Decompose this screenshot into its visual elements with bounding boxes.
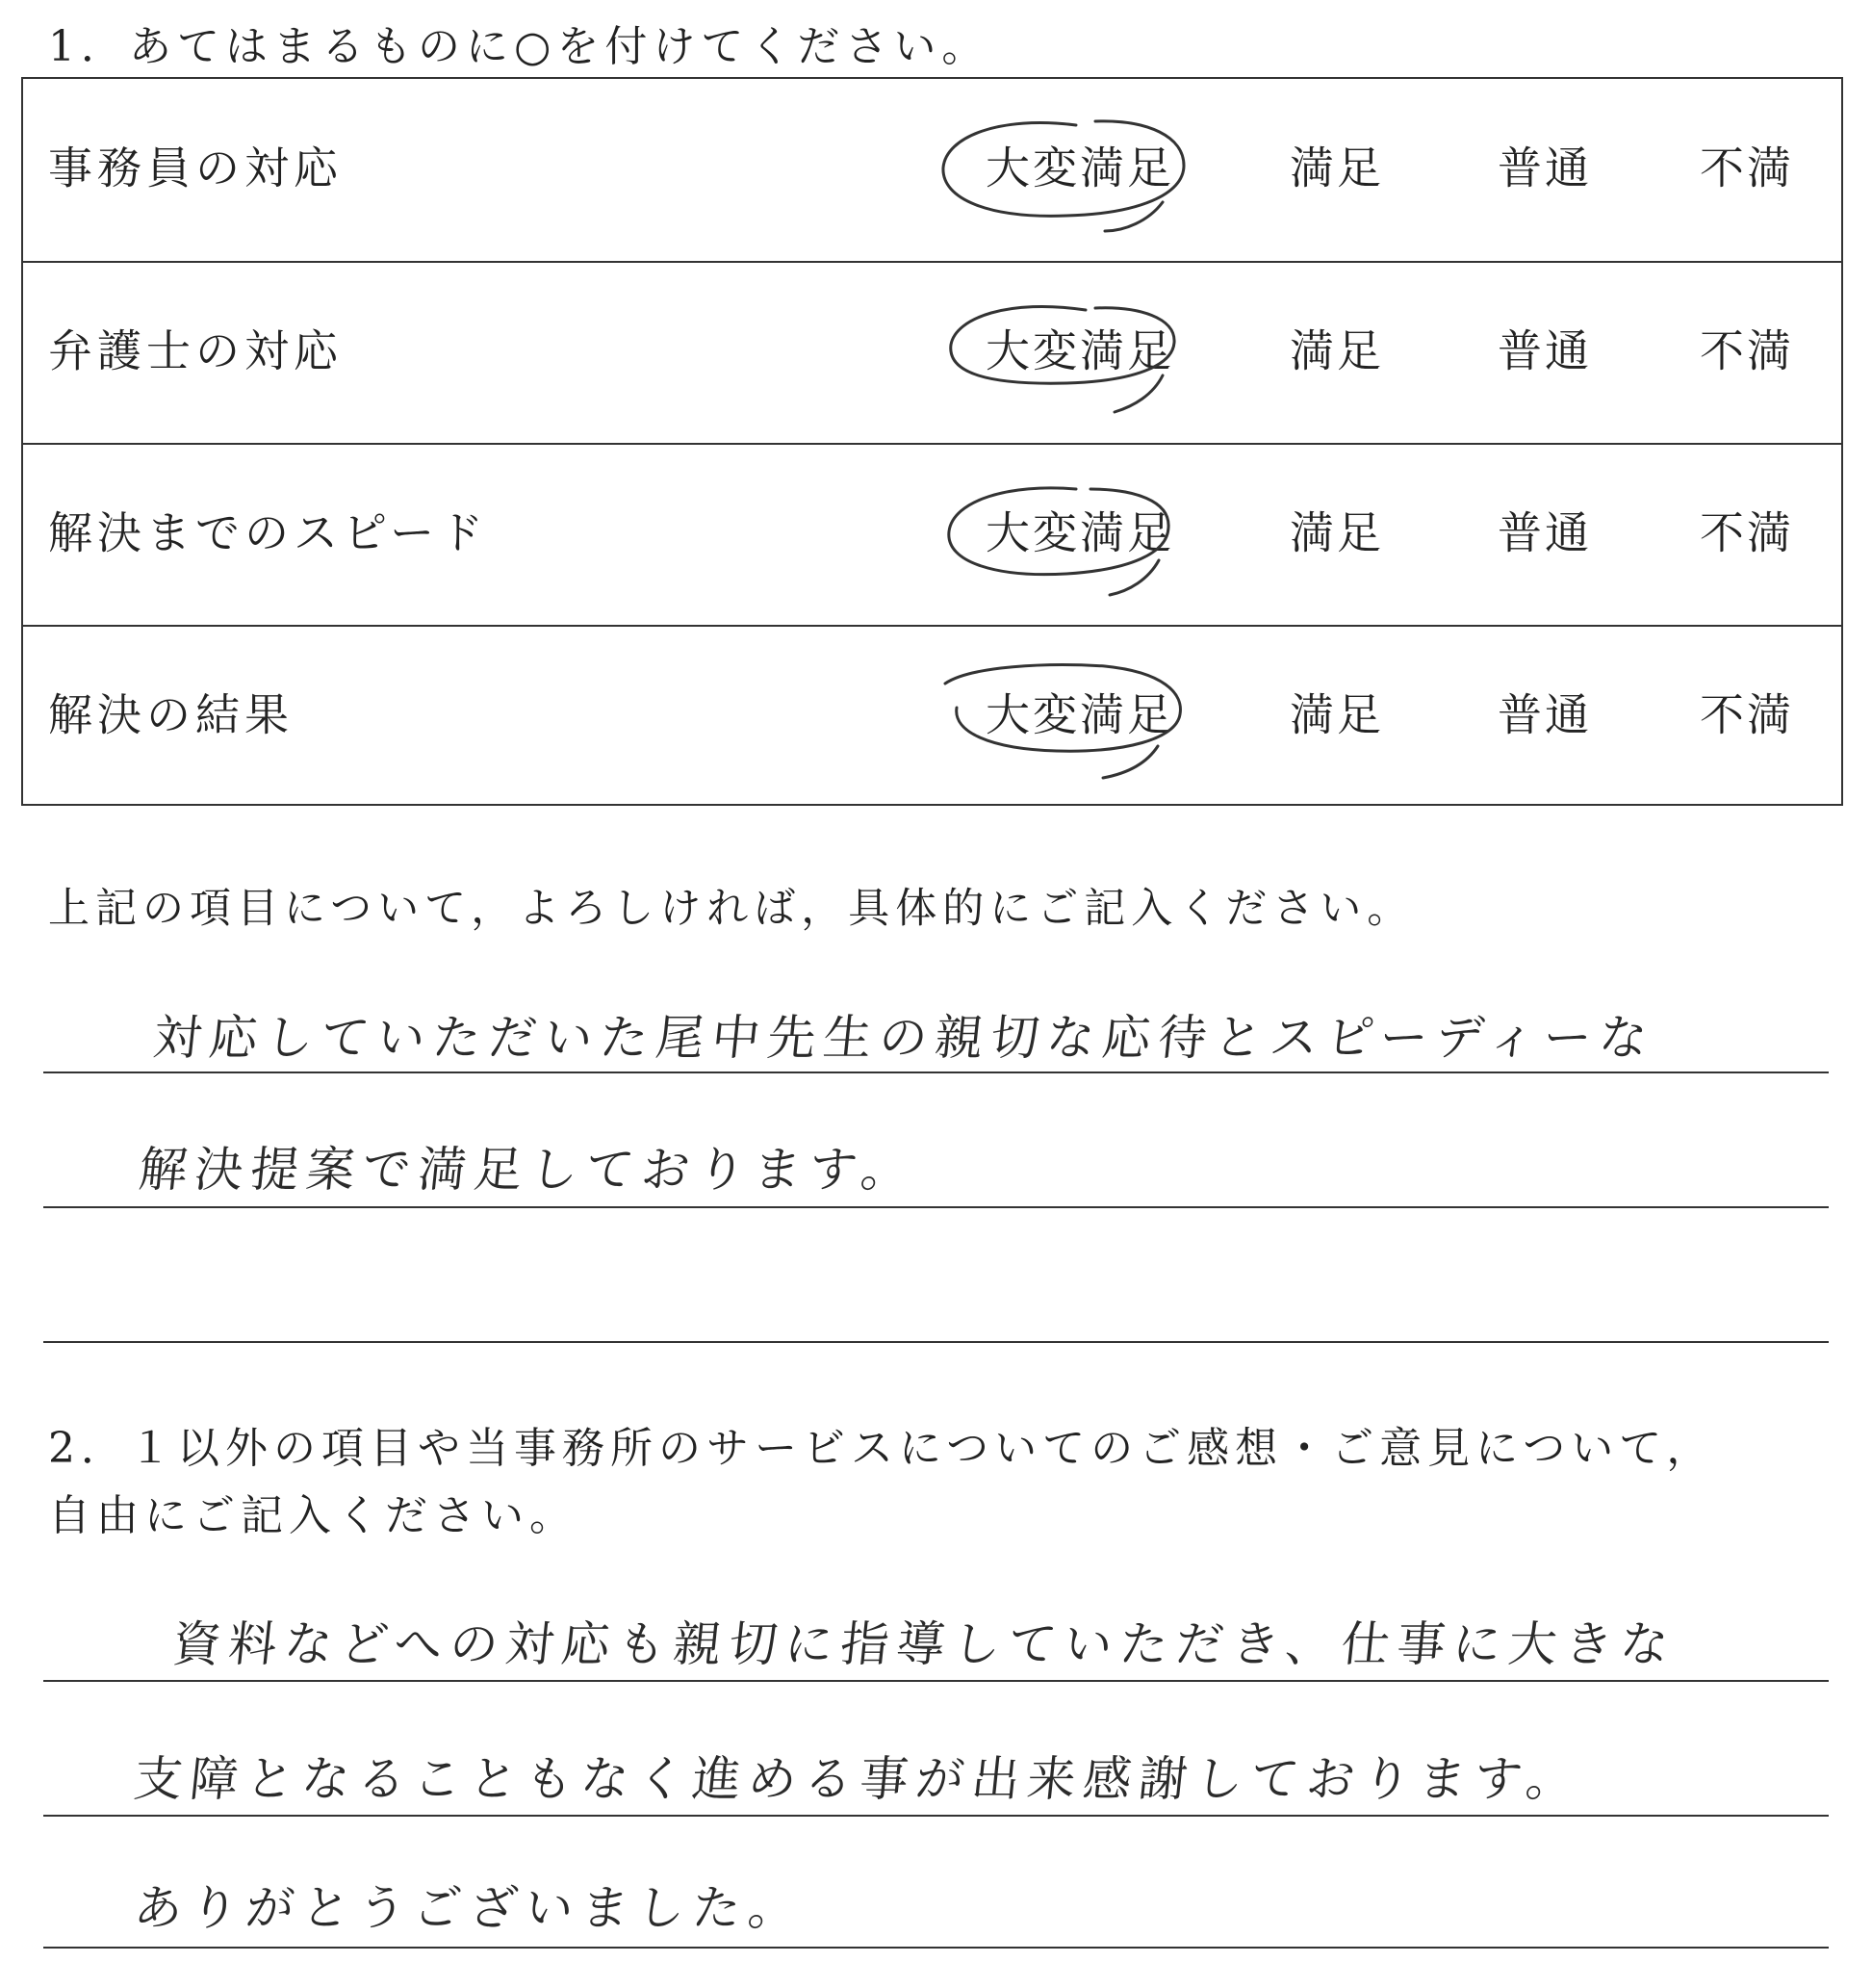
section2-heading [48, 1415, 1714, 1550]
answer-rule [43, 1206, 1829, 1208]
option-very-satisfied[interactable]: 大変満足 [986, 142, 1174, 194]
answer-rule [43, 1071, 1829, 1073]
row-label: 事務員の対応 [48, 142, 343, 194]
option-very-satisfied[interactable]: 大変満足 [986, 506, 1174, 559]
option-satisfied[interactable]: 満足 [1290, 142, 1384, 194]
handwritten-answer-line[interactable]: ありがとうございました。 [131, 1880, 808, 1936]
answer-rule [43, 1341, 1829, 1343]
rating-row-speed [23, 443, 1841, 625]
handwritten-answer-line[interactable]: 解決提案で満足しております。 [136, 1142, 920, 1198]
row-label: 弁護士の対応 [48, 324, 343, 377]
rating-table [21, 77, 1843, 806]
rating-row-lawyer [23, 261, 1841, 443]
section1-heading: 1．あてはまるものに○を付けてください。 [48, 22, 990, 71]
handwritten-answer-line[interactable]: 支障となることもなく進める事が出来感謝しております。 [131, 1751, 1585, 1807]
option-dissatisfied[interactable]: 不満 [1700, 142, 1794, 194]
option-satisfied[interactable]: 満足 [1290, 506, 1384, 559]
rating-row-result [23, 625, 1841, 807]
option-normal[interactable]: 普通 [1498, 324, 1592, 377]
option-dissatisfied[interactable]: 不満 [1700, 688, 1794, 741]
option-normal[interactable]: 普通 [1498, 142, 1592, 194]
option-satisfied[interactable]: 満足 [1290, 688, 1384, 741]
answer-rule [43, 1815, 1829, 1817]
option-normal[interactable]: 普通 [1498, 688, 1592, 741]
handwritten-answer-line[interactable]: 対応していただいた尾中先生の親切な応待とスピーディーな [150, 1010, 1658, 1066]
option-dissatisfied[interactable]: 不満 [1700, 506, 1794, 559]
option-very-satisfied[interactable]: 大変満足 [986, 688, 1174, 741]
row-label: 解決の結果 [48, 688, 294, 741]
row-label: 解決までのスピード [48, 506, 489, 559]
section2-heading-line1: 2．１以外の項目や当事務所のサービスについてのご感想・ご意見について， [48, 1424, 1715, 1473]
option-dissatisfied[interactable]: 不満 [1700, 324, 1794, 377]
answer-rule [43, 1680, 1829, 1682]
comment-prompt: 上記の項目について，よろしければ，具体的にご記入ください。 [48, 885, 1415, 933]
option-satisfied[interactable]: 満足 [1290, 324, 1384, 377]
section2-heading-line2: 自由にご記入ください。 [48, 1491, 577, 1540]
option-normal[interactable]: 普通 [1498, 506, 1592, 559]
handwritten-answer-line[interactable]: 資料などへの対応も親切に指導していただき、仕事に大きな [169, 1616, 1680, 1672]
answer-rule [43, 1947, 1829, 1949]
rating-row-staff [23, 79, 1841, 261]
option-very-satisfied[interactable]: 大変満足 [986, 324, 1174, 377]
